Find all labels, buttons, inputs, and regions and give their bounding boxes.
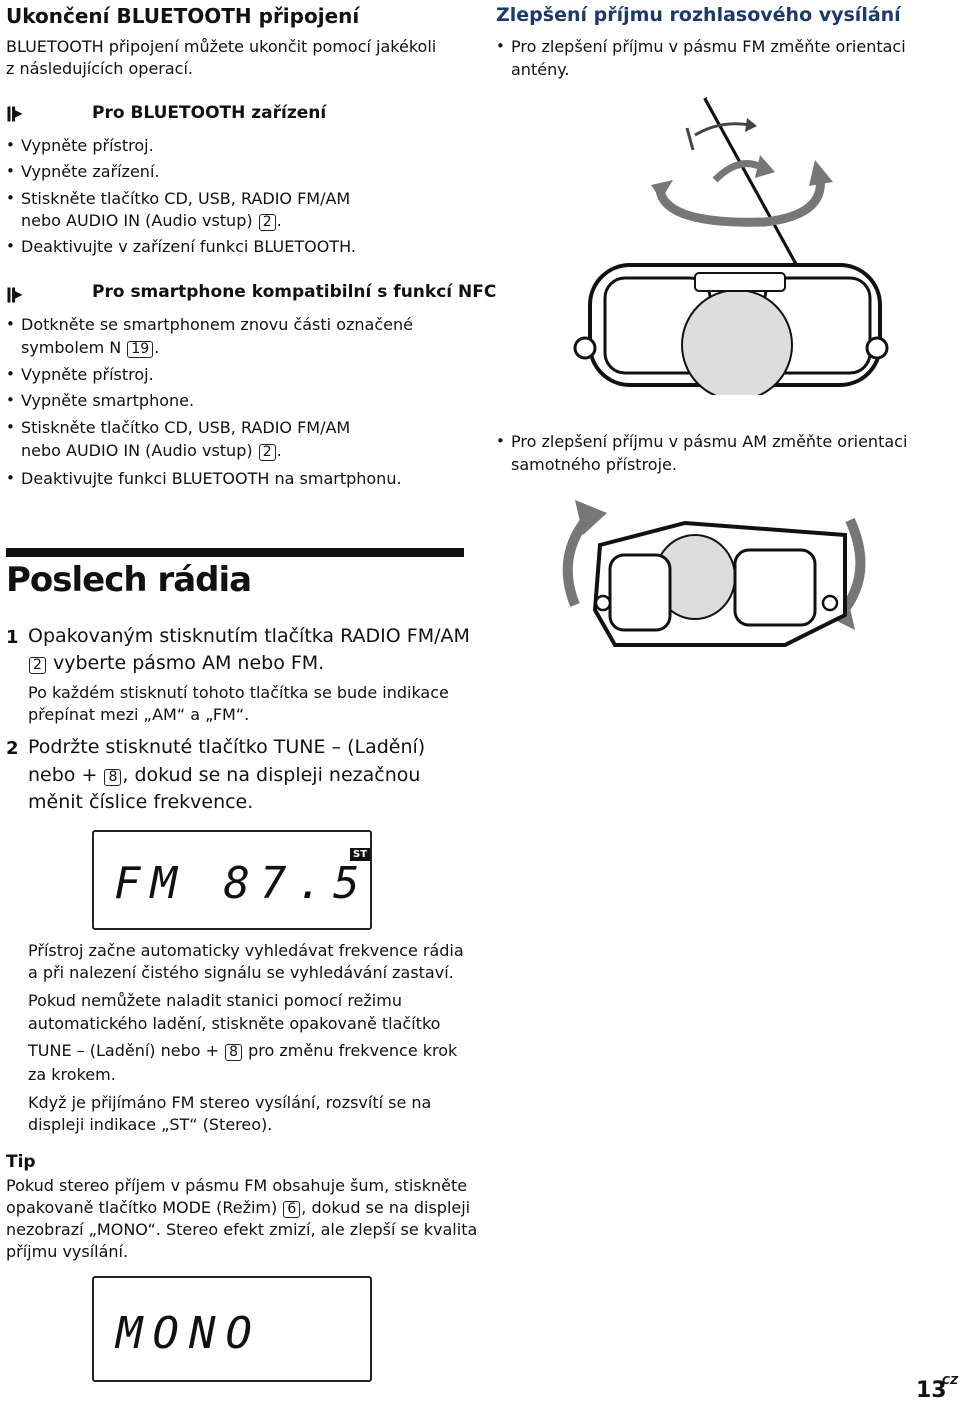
lcd-display-fm [92, 830, 372, 930]
lcd-display-mono [92, 1276, 372, 1382]
step-1-text-a: Opakovaným stisknutím tlačítka RADIO FM/AM [28, 625, 470, 647]
fm-tip-cont: antény. [511, 60, 570, 79]
step-1-number: 1 [6, 627, 19, 648]
sub2-item-1: • Dotkněte se smartphonem znovu části označené [6, 314, 413, 335]
step-2-number: 2 [6, 738, 19, 759]
sub2-item-4-cont: nebo AUDIO IN (Audio vstup) 2 . [21, 441, 282, 460]
boombox-fm-antenna-illustration [565, 90, 895, 395]
fm-tip: • Pro zlepšení příjmu v pásmu FM změňte orientaci [496, 36, 906, 57]
sub1-item-2: • Vypněte zařízení. [6, 161, 159, 182]
page-lang: CZ [942, 1374, 959, 1387]
sub2-item-1-cont: symbolem N 19 . [21, 338, 160, 357]
sub2-item-5: • Deaktivujte funkci BLUETOOTH na smartphonu. [6, 468, 402, 489]
step-1-text-b: 2 vyberte pásmo AM nebo FM. [28, 650, 324, 677]
sub2-item-4: • Stiskněte tlačítko CD, USB, RADIO FM/AM [6, 417, 350, 438]
stereo-indicator-badge: ST [350, 848, 370, 861]
auto-scan-line-2: a při nalezení čistého signálu se vyhledávání zastaví. [28, 963, 454, 982]
tip-line-2: opakovaně tlačítko MODE (Režim) 6 , dokud se na displeji [6, 1198, 471, 1217]
bt-intro-line-1: BLUETOOTH připojení můžete ukončit pomocí jakékoli [6, 37, 437, 56]
manual-tune-line-4: za krokem. [28, 1065, 116, 1084]
auto-scan-line-1: Přístroj začne automaticky vyhledávat frekvence rádia [28, 941, 464, 960]
radio-section-title: Poslech rádia [6, 560, 252, 600]
step-1-note-2: přepínat mezi „AM“ a „FM“. [28, 705, 250, 724]
sub2-title: Pro smartphone kompatibilní s funkcí NFC [92, 282, 497, 302]
step-2-text-c: měnit číslice frekvence. [28, 791, 254, 813]
bluetooth-device-symbol-icon: ǁ▸ [6, 103, 21, 122]
step-1-note-1: Po každém stisknutí tohoto tlačítka se bude indikace [28, 683, 449, 702]
sub1-item-3-cont: nebo AUDIO IN (Audio vstup) 2 . [21, 211, 282, 230]
bluetooth-heading: Ukončení BLUETOOTH připojení [6, 4, 360, 28]
step-2-text-b: nebo + 8 , dokud se na displeji nezačnou [28, 764, 421, 786]
am-tip-cont: samotného přístroje. [511, 455, 677, 474]
reception-heading: Zlepšení příjmu rozhlasového vysílání [496, 4, 901, 26]
nfc-symbol-icon: ǁ▸ [6, 284, 21, 303]
sub1-item-3: • Stiskněte tlačítko CD, USB, RADIO FM/AM [6, 188, 350, 209]
page-number: 13 [916, 1378, 947, 1403]
manual-tune-line-3: TUNE – (Ladění) nebo + 8 pro změnu frekvence krok [28, 1041, 458, 1060]
tip-line-4: příjmu vysílání. [6, 1242, 129, 1261]
lcd-fm-frequency: FM 87.5 [114, 858, 370, 909]
tip-line-1: Pokud stereo příjem v pásmu FM obsahuje šum, stiskněte [6, 1176, 468, 1195]
am-tip: • Pro zlepšení příjmu v pásmu AM změňte orientaci [496, 431, 907, 452]
step-2-text-a: Podržte stisknuté tlačítko TUNE – (Ladění) [28, 736, 426, 758]
manual-tune-line-2: automatického ladění, stiskněte opakovaně tlačítko [28, 1014, 441, 1033]
tip-label: Tip [6, 1152, 36, 1172]
section-divider [6, 548, 464, 557]
manual-tune-line-1: Pokud nemůžete naladit stanici pomocí režimu [28, 991, 402, 1010]
bt-intro-line-2: z následujících operací. [6, 59, 194, 78]
sub2-item-2: • Vypněte přístroj. [6, 364, 154, 385]
sub2-item-3: • Vypněte smartphone. [6, 390, 194, 411]
stereo-note-line-1: Když je přijímáno FM stereo vysílání, rozsvítí se na [28, 1093, 432, 1112]
sub1-item-4: • Deaktivujte v zařízení funkci BLUETOOTH. [6, 236, 356, 257]
stereo-note-line-2: displeji indikace „ST“ (Stereo). [28, 1115, 273, 1134]
sub1-item-1: • Vypněte přístroj. [6, 135, 154, 156]
sub1-title: Pro BLUETOOTH zařízení [92, 103, 327, 123]
tip-line-3: nezobrazí „MONO“. Stereo efekt zmizí, ale zlepší se kvalita [6, 1220, 478, 1239]
boombox-am-rotation-illustration [545, 495, 880, 655]
lcd-mono-text: MONO [116, 1308, 262, 1359]
